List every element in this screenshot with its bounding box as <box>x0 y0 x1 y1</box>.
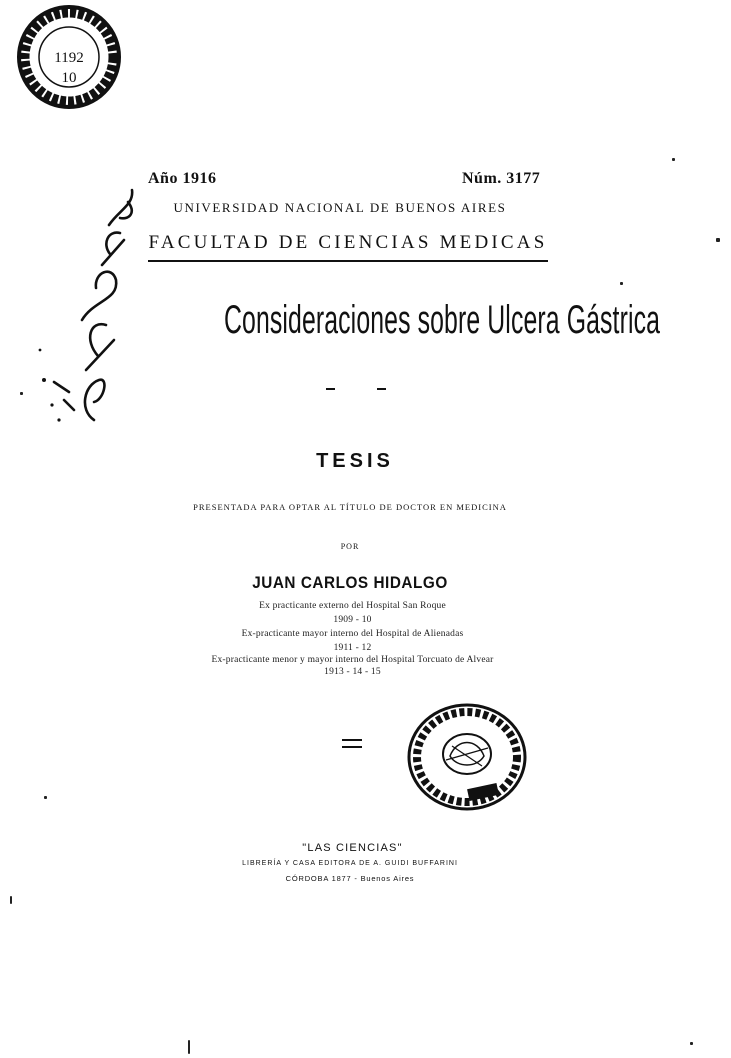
double-rule-ornament <box>342 737 362 751</box>
scan-speck <box>20 392 23 395</box>
credential-line: Ex-practicante menor y mayor interno del Hospital Torcuato de Alvear <box>211 655 494 665</box>
thesis-title: Consideraciones sobre Ulcera Gástrica <box>224 298 661 342</box>
por-label: POR <box>340 542 360 551</box>
publisher-address: CÓRDOBA 1877 - Buenos Aires <box>285 874 415 883</box>
scan-speck <box>690 1042 693 1045</box>
library-stamp <box>14 2 124 112</box>
header-rule <box>148 260 548 262</box>
publisher-house: LIBRERÍA Y CASA EDITORA DE A. GUIDI BUFFARINI <box>242 860 458 867</box>
publisher-name: "LAS CIENCIAS" <box>302 842 403 854</box>
scan-speck <box>44 796 47 799</box>
library-seal-stamp <box>402 698 532 816</box>
credential-years: 1913 - 14 - 15 <box>324 667 381 677</box>
title-dash-left <box>326 388 335 390</box>
faculty-name: FACULTAD DE CIENCIAS MEDICAS <box>148 232 548 253</box>
university-name: UNIVERSIDAD NACIONAL DE BUENOS AIRES <box>173 200 507 215</box>
tesis-heading: TESIS <box>316 450 394 472</box>
scan-speck <box>672 158 675 161</box>
stamp-line2: 10 <box>61 70 77 86</box>
year-label: Año 1916 <box>148 170 217 187</box>
credential-line: Ex practicante externo del Hospital San Roque <box>259 601 446 611</box>
credential-line: Ex-practicante mayor interno del Hospital de Alienadas <box>241 629 464 639</box>
author-name: JUAN CARLOS HIDALGO <box>252 573 448 592</box>
stamp-line1: 1192 <box>54 50 84 66</box>
number-label: Núm. 3177 <box>462 170 541 187</box>
credential-years: 1911 - 12 <box>333 643 372 653</box>
scan-speck <box>188 1040 190 1054</box>
presentada-line: PRESENTADA PARA OPTAR AL TÍTULO DE DOCTOR EN MEDICINA <box>193 502 507 512</box>
scan-speck <box>10 896 12 904</box>
title-dash-right <box>377 388 386 390</box>
scan-speck <box>716 238 720 242</box>
scan-speck <box>620 282 623 285</box>
credential-years: 1909 - 10 <box>333 615 372 625</box>
